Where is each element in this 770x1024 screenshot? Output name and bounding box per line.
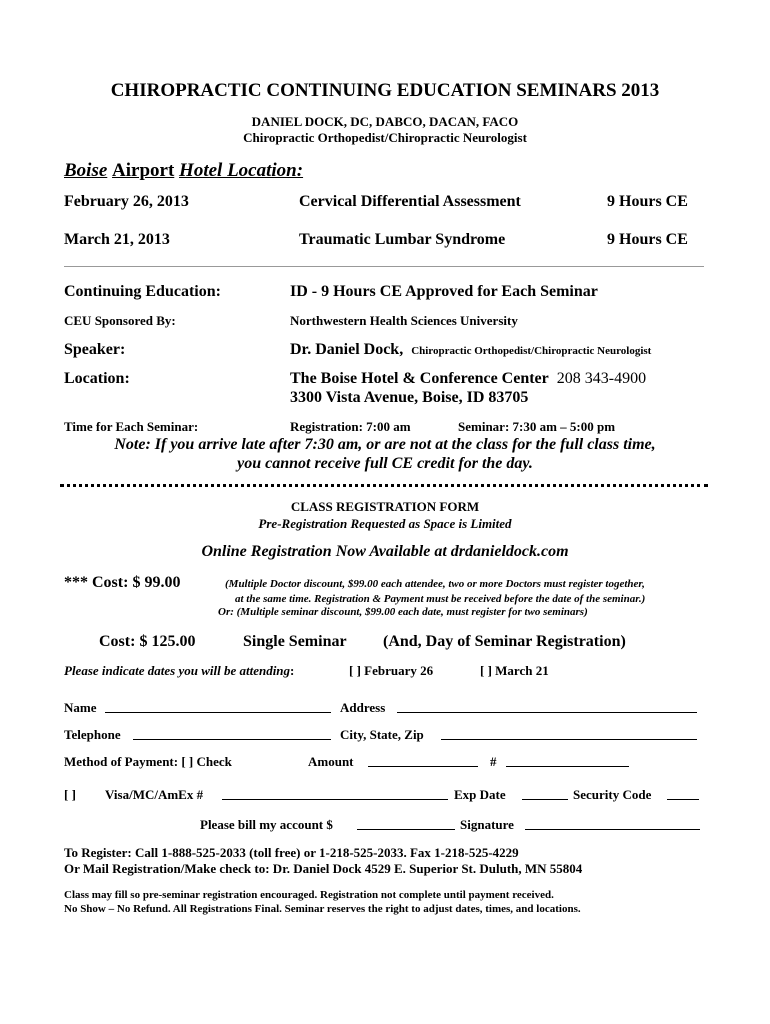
location-label: Location: xyxy=(64,370,130,387)
cost-discount-note1: (Multiple Doctor discount, $99.00 each attendee, two or more Doctors must register together, xyxy=(225,578,645,590)
name-field[interactable] xyxy=(105,712,331,713)
ce-value: ID - 9 Hours CE Approved for Each Seminar xyxy=(290,283,598,300)
divider-line xyxy=(64,266,704,267)
hotel-name: The Boise Hotel & Conference Center xyxy=(290,370,549,387)
speaker-name: Dr. Daniel Dock, xyxy=(290,341,404,358)
location-line1 xyxy=(290,370,646,388)
date-checkbox-march[interactable]: [ ] March 21 xyxy=(480,663,549,678)
seminar-date: February 26, 2013 xyxy=(64,193,189,210)
location-heading-city: Boise xyxy=(64,160,108,181)
check-number-label: # xyxy=(490,754,497,769)
cost-single-seminar: Single Seminar xyxy=(243,633,347,650)
check-number-field[interactable] xyxy=(506,766,629,767)
seminar-hours: 9 Hours CE xyxy=(607,193,688,210)
cost-discount-label: *** Cost: $ 99.00 xyxy=(64,574,181,591)
cost-single-label: Cost: $ 125.00 xyxy=(99,633,196,650)
late-note-line2: you cannot receive full CE credit for the day. xyxy=(237,455,533,472)
seminar-time: Seminar: 7:30 am – 5:00 pm xyxy=(458,419,616,434)
late-note-line1: Note: If you arrive late after 7:30 am, or are not at the class for the full class time, xyxy=(114,436,656,453)
dates-prompt-colon: : xyxy=(290,663,295,678)
address-field[interactable] xyxy=(397,712,697,713)
seminar-topic: Cervical Differential Assessment xyxy=(299,193,521,210)
seminar-topic: Traumatic Lumbar Syndrome xyxy=(299,231,506,248)
telephone-label: Telephone xyxy=(64,727,121,742)
dates-prompt-text: Please indicate dates you will be attending xyxy=(64,663,291,678)
seminar-date: March 21, 2013 xyxy=(64,231,170,248)
register-mail: Or Mail Registration/Make check to: Dr. Daniel Dock 4529 E. Superior St. Duluth, MN 55804 xyxy=(64,861,583,876)
signature-label: Signature xyxy=(460,817,514,832)
exp-date-label: Exp Date xyxy=(454,787,506,802)
name-label: Name xyxy=(64,700,97,715)
city-label: City, State, Zip xyxy=(340,727,424,742)
bill-account-label: Please bill my account $ xyxy=(200,817,333,832)
exp-date-field[interactable] xyxy=(522,799,568,800)
dotted-divider xyxy=(60,484,708,487)
signature-field[interactable] xyxy=(525,829,700,830)
dates-prompt xyxy=(64,663,294,679)
speaker-label: Speaker: xyxy=(64,341,126,358)
security-code-field[interactable] xyxy=(667,799,699,800)
location-heading xyxy=(64,160,303,182)
page-title: CHIROPRACTIC CONTINUING EDUCATION SEMINARS 2013 xyxy=(110,80,660,101)
time-label: Time for Each Seminar: xyxy=(64,419,199,434)
speaker-value xyxy=(290,341,651,359)
security-code-label: Security Code xyxy=(573,787,652,802)
location-heading-hotel: Hotel Location: xyxy=(179,160,304,181)
ceu-value: Northwestern Health Sciences University xyxy=(290,313,518,328)
city-field[interactable] xyxy=(441,739,697,740)
online-registration: Online Registration Now Available at drdanieldock.com xyxy=(201,543,569,560)
ce-label: Continuing Education: xyxy=(64,283,221,300)
card-checkbox[interactable]: [ ] xyxy=(64,787,76,802)
seminar-hours: 9 Hours CE xyxy=(607,231,688,248)
form-subtitle: Pre-Registration Requested as Space is Limited xyxy=(258,516,512,531)
speaker-title: Chiropractic Orthopedist/Chiropractic Neurologist xyxy=(411,345,652,357)
cost-discount-note3: Or: (Multiple seminar discount, $99.00 each date, must register for two seminars) xyxy=(218,606,588,618)
footer-line1: Class may fill so pre-seminar registration encouraged. Registration not complete until payment received. xyxy=(64,889,554,901)
date-checkbox-february[interactable]: [ ] February 26 xyxy=(349,663,434,678)
payment-check-option[interactable]: Method of Payment: [ ] Check xyxy=(64,754,232,769)
cost-discount-note2: at the same time. Registration & Payment must be received before the date of the seminar.) xyxy=(235,593,646,605)
ceu-label: CEU Sponsored By: xyxy=(64,313,176,328)
location-heading-airport: Airport xyxy=(112,160,175,181)
hotel-address: 3300 Vista Avenue, Boise, ID 83705 xyxy=(290,389,529,406)
telephone-field[interactable] xyxy=(133,739,331,740)
form-title: CLASS REGISTRATION FORM xyxy=(290,499,480,514)
amount-label: Amount xyxy=(308,754,354,769)
amount-field[interactable] xyxy=(368,766,478,767)
footer-line2: No Show – No Refund. All Registrations Final. Seminar reserves the right to adjust dates, times, and locations. xyxy=(64,903,581,915)
bill-account-field[interactable] xyxy=(357,829,455,830)
registration-time: Registration: 7:00 am xyxy=(290,419,411,434)
doctor-credentials: DANIEL DOCK, DC, DABCO, DACAN, FACO xyxy=(251,114,519,129)
cost-single-note: (And, Day of Seminar Registration) xyxy=(383,633,626,650)
card-number-field[interactable] xyxy=(222,799,448,800)
hotel-phone: 208 343-4900 xyxy=(556,370,647,387)
address-label: Address xyxy=(340,700,386,715)
doctor-specialty: Chiropractic Orthopedist/Chiropractic Neurologist xyxy=(243,130,527,145)
card-label: Visa/MC/AmEx # xyxy=(105,787,204,802)
register-phone: To Register: Call 1-888-525-2033 (toll free) or 1-218-525-2033. Fax 1-218-525-4229 xyxy=(64,845,519,860)
